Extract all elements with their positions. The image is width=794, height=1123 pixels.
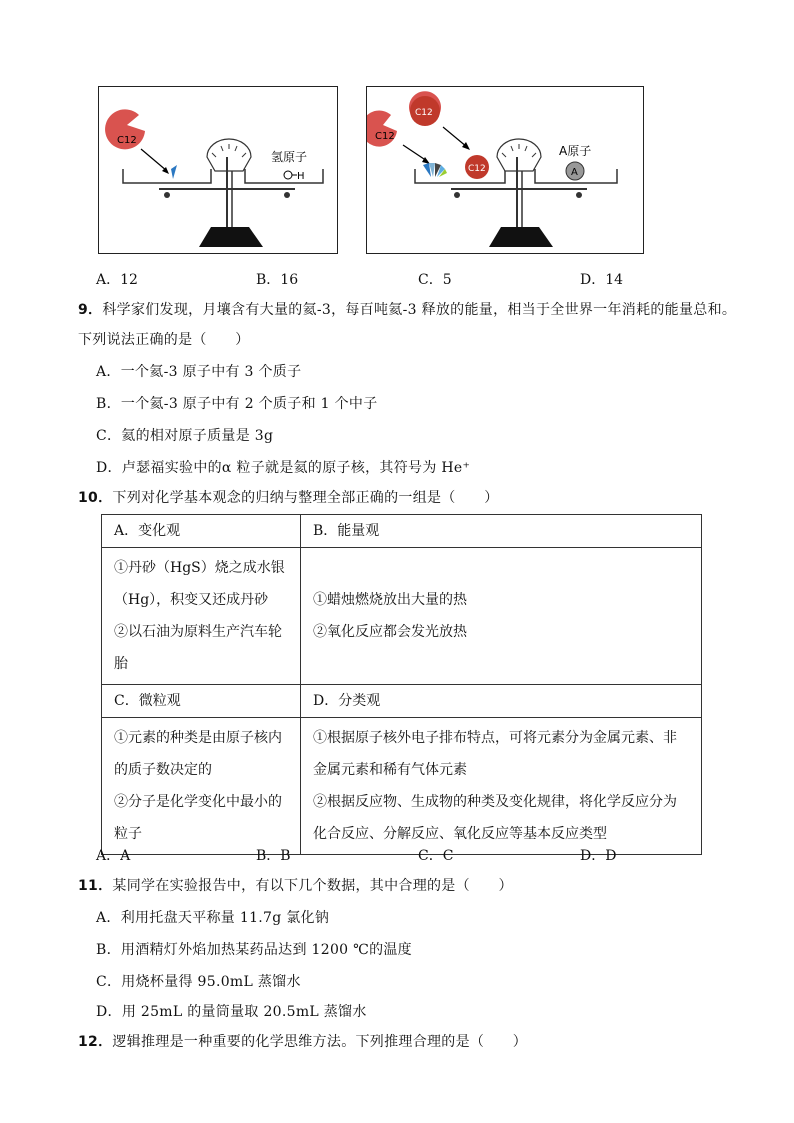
q8-option-d[interactable]: D．14 [580, 272, 624, 288]
q10-option-d[interactable]: D．D [580, 848, 617, 864]
q10-a-line4: 胎 [114, 656, 128, 672]
q10-b-line1: ①蜡烛燃烧放出大量的热 [313, 592, 467, 608]
q10-d-line2: 金属元素和稀有气体元素 [313, 762, 467, 778]
q10-c-content [102, 718, 301, 855]
q9-stem-text: 科学家们发现，月壤含有大量的氦-3，每百吨氦-3 释放的能量，相当于全世界一年消耗的能量总和。 [102, 302, 737, 318]
q11-option-d[interactable]: D．用 25mL 的量筒量取 20.5mL 蒸馏水 [96, 1004, 367, 1020]
q10-a-line1: ①丹砂（HgS）烧之成水银 [114, 560, 285, 576]
q10-b-content [301, 548, 702, 685]
q10-a-line2: （Hg），积变又还成丹砂 [114, 592, 269, 608]
q10-a-header: A．变化观 [102, 515, 301, 548]
q10-d-content [301, 718, 702, 855]
carbon-label-small: C12 [375, 131, 395, 142]
q10-option-a[interactable]: A．A [96, 848, 131, 864]
q10-stem [78, 488, 499, 508]
q10-number: 10． [78, 490, 113, 506]
q9-option-b[interactable]: B．一个氦-3 原子中有 2 个质子和 1 个中子 [96, 396, 378, 412]
carbon-label-mid: C12 [468, 164, 486, 174]
balance-figure-left [98, 86, 338, 254]
q10-d-line3: ②根据反应物、生成物的种类及变化规律，将化学反应分为 [313, 794, 677, 810]
q8-option-a[interactable]: A．12 [96, 272, 138, 288]
a-atom-symbol: A [571, 167, 578, 178]
hydrogen-caption: 氢原子 [271, 150, 308, 164]
q10-option-c[interactable]: C．C [418, 848, 454, 864]
q12-number: 12． [78, 1034, 113, 1050]
carbon-label: C12 [117, 135, 137, 146]
q10-c-line1: ①元素的种类是由原子核内 [114, 730, 282, 746]
q8-option-c[interactable]: C．5 [418, 272, 452, 288]
q11-option-b[interactable]: B．用酒精灯外焰加热某药品达到 1200 ℃的温度 [96, 942, 412, 958]
carbon-fragment-icon [171, 165, 177, 179]
q9-stem-line2: 下列说法正确的是（ ） [78, 332, 250, 348]
balance-diagram-left [99, 87, 337, 253]
q11-option-a[interactable]: A．利用托盘天平称量 11.7g 氯化钠 [96, 910, 330, 926]
q12-stem [78, 1032, 527, 1052]
q9-option-c[interactable]: C．氦的相对原子质量是 3g [96, 428, 274, 444]
q11-stem-text: 某同学在实验报告中，有以下几个数据，其中合理的是（ ） [112, 878, 513, 894]
q9-option-a[interactable]: A．一个氦-3 原子中有 3 个质子 [96, 364, 302, 380]
q9-option-d[interactable]: D．卢瑟福实验中的α 粒子就是氦的原子核，其符号为 He⁺ [96, 460, 471, 476]
balance-diagram-right [367, 87, 643, 253]
balance-figure-right [366, 86, 644, 254]
carbon-label-top: C12 [415, 108, 433, 118]
q10-c-header: C．微粒观 [102, 685, 301, 718]
q10-c-line4: 粒子 [114, 826, 142, 842]
q11-stem [78, 876, 513, 896]
q10-d-line1: ①根据原子核外电子排布特点，可将元素分为金属元素、非 [313, 730, 677, 746]
q10-c-line3: ②分子是化学变化中最小的 [114, 794, 282, 810]
hydrogen-symbol: H [297, 171, 305, 182]
q12-stem-text: 逻辑推理是一种重要的化学思维方法。下列推理合理的是（ ） [112, 1034, 528, 1050]
q9-stem-line1 [78, 300, 736, 320]
q10-d-line4: 化合反应、分解反应、氧化反应等基本反应类型 [313, 826, 607, 842]
q10-d-header: D．分类观 [301, 685, 702, 718]
q11-option-c[interactable]: C．用烧杯量得 95.0mL 蒸馏水 [96, 974, 301, 990]
q10-b-header: B．能量观 [301, 515, 702, 548]
q10-stem-text: 下列对化学基本观念的归纳与整理全部正确的一组是（ ） [112, 490, 499, 506]
q8-option-b[interactable]: B．16 [256, 272, 299, 288]
q10-b-line2: ②氧化反应都会发光放热 [313, 624, 467, 640]
q11-number: 11． [78, 878, 113, 894]
q9-number: 9． [78, 302, 103, 318]
a-atom-caption: A原子 [559, 144, 592, 158]
q10-table [101, 514, 702, 855]
q10-c-line2: 的质子数决定的 [114, 762, 212, 778]
q10-a-line3: ②以石油为原料生产汽车轮 [114, 624, 282, 640]
q10-a-content [102, 548, 301, 685]
q10-option-b[interactable]: B．B [256, 848, 291, 864]
